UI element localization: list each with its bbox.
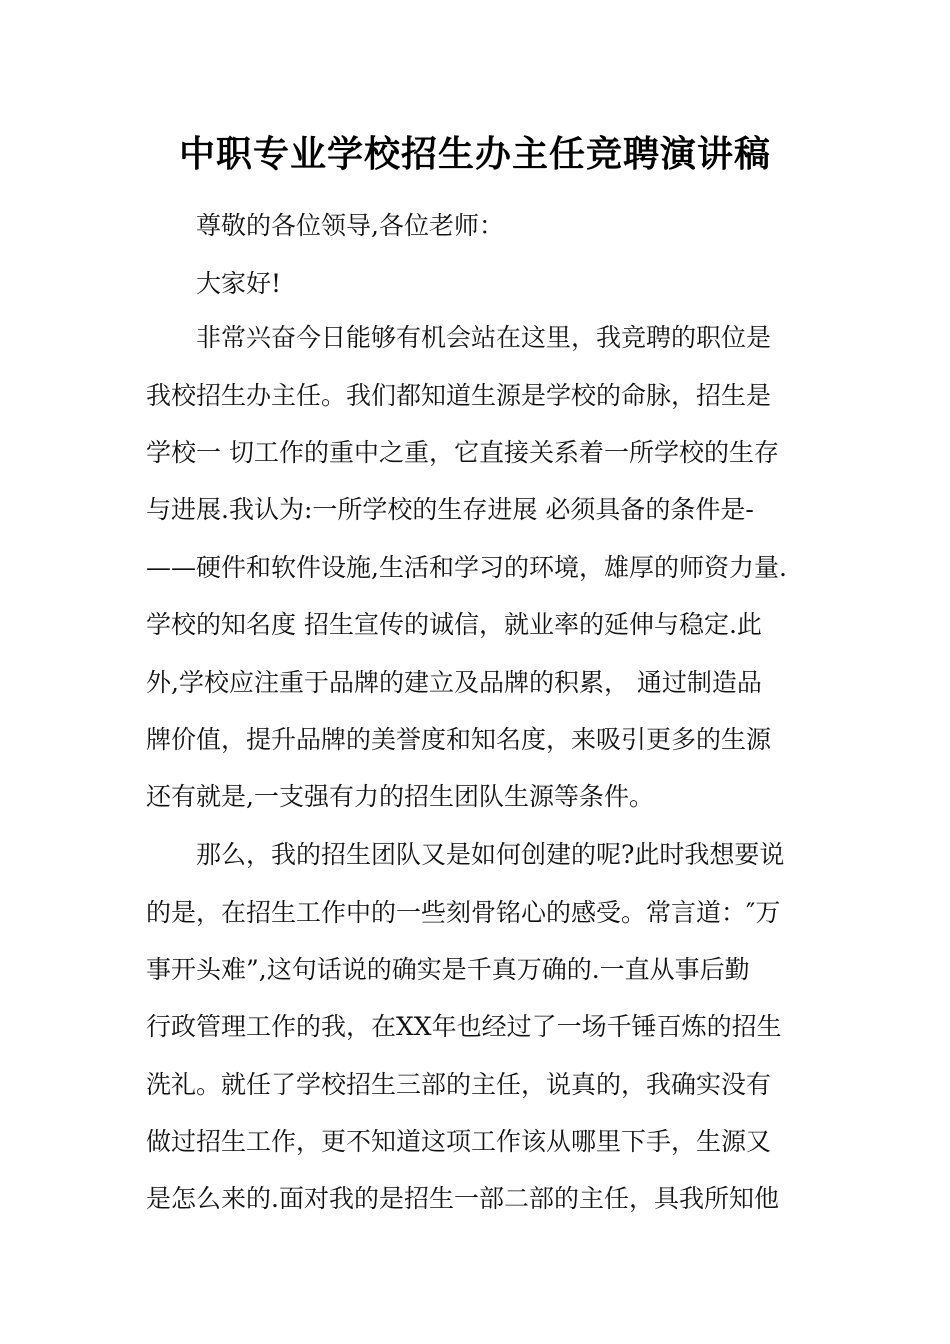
- paragraph-2-line-7: 是怎么来的.面对我的是招生一部二部的主任，具我所知他: [146, 1184, 779, 1213]
- paragraph-2-line-4: 行政管理工作的我，在XX年也经过了一场千锤百炼的招生: [146, 1012, 782, 1041]
- paragraph-1-line-4: 与进展.我认为:一所学校的生存进展 必须具备的条件是-: [146, 495, 754, 524]
- paragraph-1-line-3: 学校一 切工作的重中之重，它直接关系着一所学校的生存: [146, 438, 779, 467]
- paragraph-2-line-5: 洗礼。就任了学校招生三部的主任，说真的，我确实没有: [146, 1070, 772, 1099]
- paragraph-1-line-8: 牌价值，提升品牌的美誉度和知名度，来吸引更多的生源: [146, 725, 772, 754]
- paragraph-1-line-9: 还有就是,一支强有力的招生团队生源等条件。: [146, 782, 654, 811]
- paragraph-2-line-2: 的是，在招生工作中的一些刻骨铭心的感受。常言道：″万: [146, 898, 781, 927]
- paragraph-2-line-3: 事开头难”,这句话说的确实是千真万确的.一直从事后勤: [146, 955, 750, 984]
- paragraph-1-line-7: 外,学校应注重于品牌的建立及品牌的积累， 通过制造品: [146, 668, 762, 697]
- paragraph-1-line-2: 我校招生办主任。我们都知道生源是学校的命脉，招生是: [146, 381, 772, 410]
- paragraph-1-line-1: 非常兴奋今日能够有机会站在这里，我竞聘的职位是: [196, 323, 772, 352]
- greeting-line: 大家好!: [196, 269, 282, 298]
- paragraph-2-line-1: 那么，我的招生团队又是如何创建的呢?此时我想要说: [196, 840, 785, 869]
- paragraph-2-line-6: 做过招生工作，更不知道这项工作该从哪里下手，生源又: [146, 1127, 772, 1156]
- salutation-line: 尊敬的各位领导,各位老师：: [196, 211, 504, 240]
- paragraph-1-line-5: ——硬件和软件设施,生活和学习的环境，雄厚的师资力量.: [146, 553, 787, 582]
- document-title: 中职专业学校招生办主任竞聘演讲稿: [178, 133, 771, 175]
- paragraph-1-line-6: 学校的知名度 招生宣传的诚信，就业率的延伸与稳定.此: [146, 610, 762, 639]
